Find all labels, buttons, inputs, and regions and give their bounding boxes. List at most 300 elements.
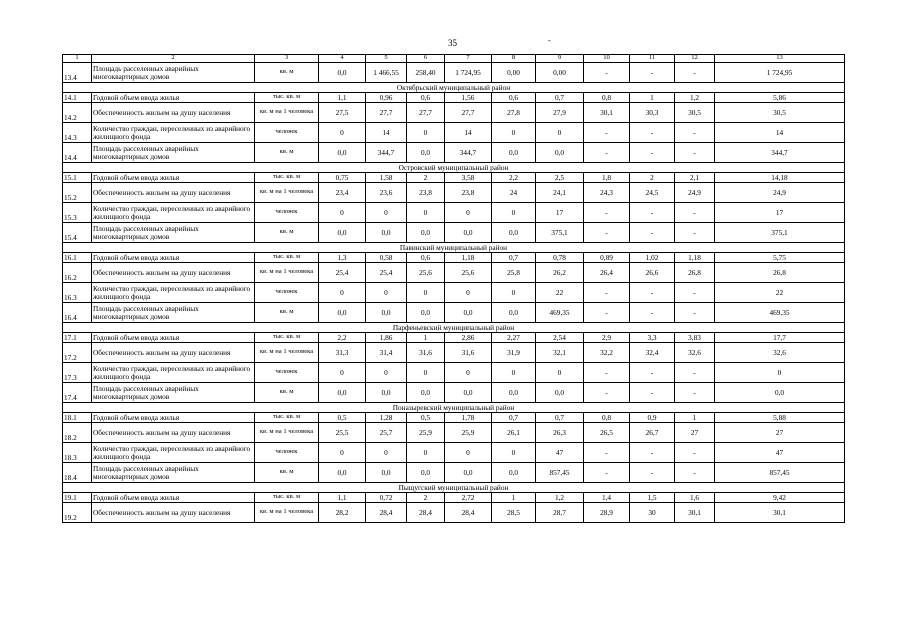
value-col-9-cell: 0,78 [536, 253, 584, 263]
table-row [63, 103, 845, 123]
value-col-10-cell: 0,8 [584, 413, 630, 423]
value-col-8-cell: 0,00 [492, 63, 536, 83]
value-col-6-cell: 0 [407, 283, 445, 303]
value-col-11-cell: - [630, 383, 675, 403]
value-col-11-cell: 30,3 [630, 103, 675, 123]
unit-cell: тыс. кв. м [255, 333, 319, 343]
value-col-6-cell: 2 [407, 173, 445, 183]
value-col-4-cell: 25,4 [319, 263, 366, 283]
value-col-12-cell: - [675, 383, 715, 403]
table-row [63, 93, 845, 103]
value-col-11-cell: 30 [630, 503, 675, 523]
value-col-10-cell: 0,89 [584, 253, 630, 263]
value-col-8-cell: 27,8 [492, 103, 536, 123]
value-col-8-cell: 0,0 [492, 143, 536, 163]
value-col-4-cell: 2,2 [319, 333, 366, 343]
value-col-5-cell: 0,0 [366, 383, 407, 403]
value-col-8-cell: 0 [492, 443, 536, 463]
value-col-6-cell: 0,6 [407, 253, 445, 263]
unit-cell: кв. м [255, 63, 319, 83]
value-col-6-cell: 0 [407, 203, 445, 223]
value-col-10-cell: - [584, 383, 630, 403]
value-col-7-cell: 3,58 [445, 173, 492, 183]
unit-cell: человек [255, 203, 319, 223]
unit-cell: кв. м [255, 303, 319, 323]
indicator-name-cell: Годовой объем ввода жилья [92, 253, 255, 263]
value-col-7-cell: 0,0 [445, 463, 492, 483]
value-col-12-cell: 24,9 [675, 183, 715, 203]
table-row [63, 143, 845, 163]
table-row [63, 253, 845, 263]
row-number-cell: 17.4 [63, 383, 92, 403]
value-col-5-cell: 1,58 [366, 173, 407, 183]
value-col-5-cell: 28,4 [366, 503, 407, 523]
value-col-12-cell: 26,8 [675, 263, 715, 283]
value-col-13-cell: 27 [715, 423, 845, 443]
value-col-6-cell: 28,4 [407, 503, 445, 523]
value-col-10-cell: - [584, 143, 630, 163]
value-col-8-cell: 0 [492, 363, 536, 383]
value-col-13-cell: 24,9 [715, 183, 845, 203]
value-col-11-cell: - [630, 283, 675, 303]
value-col-4-cell: 0 [319, 283, 366, 303]
value-col-11-cell: 26,7 [630, 423, 675, 443]
value-col-8-cell: 2,27 [492, 333, 536, 343]
value-col-12-cell: 3,83 [675, 333, 715, 343]
table-row [63, 203, 845, 223]
unit-cell: тыс. кв. м [255, 413, 319, 423]
unit-cell: тыс. кв. м [255, 493, 319, 503]
value-col-6-cell: 0,0 [407, 303, 445, 323]
value-col-12-cell: - [675, 443, 715, 463]
value-col-11-cell: - [630, 143, 675, 163]
value-col-8-cell: 0,7 [492, 413, 536, 423]
indicator-name-cell: Количество граждан, переселенных из аварийного жилищного фонда [92, 203, 255, 223]
value-col-12-cell: - [675, 283, 715, 303]
value-col-10-cell: 30,1 [584, 103, 630, 123]
value-col-9-cell: 47 [536, 443, 584, 463]
value-col-6-cell: 0,6 [407, 93, 445, 103]
value-col-10-cell: - [584, 63, 630, 83]
table-row [63, 383, 845, 403]
value-col-6-cell: 27,7 [407, 103, 445, 123]
unit-cell: человек [255, 283, 319, 303]
value-col-8-cell: 0 [492, 123, 536, 143]
value-col-13-cell: 5,88 [715, 413, 845, 423]
column-number-cell: 8 [492, 55, 536, 63]
value-col-7-cell: 2,72 [445, 493, 492, 503]
column-number-cell: 1 [63, 55, 92, 63]
value-col-7-cell: 1,18 [445, 253, 492, 263]
value-col-8-cell: 28,5 [492, 503, 536, 523]
value-col-7-cell: 0 [445, 363, 492, 383]
value-col-13-cell: 0,0 [715, 383, 845, 403]
unit-cell: кв. м на 1 человека [255, 183, 319, 203]
indicator-name-cell: Площадь расселенных аварийных многоквартирных домов [92, 143, 255, 163]
value-col-5-cell: 23,6 [366, 183, 407, 203]
unit-cell: кв. м на 1 человека [255, 103, 319, 123]
value-col-6-cell: 0 [407, 363, 445, 383]
value-col-12-cell: - [675, 123, 715, 143]
indicator-name-cell: Годовой объем ввода жилья [92, 493, 255, 503]
value-col-8-cell: 0,0 [492, 383, 536, 403]
table-row [63, 123, 845, 143]
value-col-5-cell: 25,7 [366, 423, 407, 443]
indicator-name-cell: Годовой объем ввода жилья [92, 173, 255, 183]
value-col-9-cell: 0,0 [536, 383, 584, 403]
unit-cell: тыс. кв. м [255, 173, 319, 183]
value-col-6-cell: 0,5 [407, 413, 445, 423]
value-col-11-cell: - [630, 443, 675, 463]
value-col-6-cell: 25,9 [407, 423, 445, 443]
value-col-11-cell: - [630, 203, 675, 223]
table-row [63, 283, 845, 303]
value-col-7-cell: 27,7 [445, 103, 492, 123]
value-col-12-cell: - [675, 463, 715, 483]
value-col-6-cell: 0,0 [407, 383, 445, 403]
value-col-9-cell: 17 [536, 203, 584, 223]
value-col-7-cell: 23,8 [445, 183, 492, 203]
table-row [63, 363, 845, 383]
value-col-5-cell: 25,4 [366, 263, 407, 283]
table-row [63, 63, 845, 83]
row-number-cell: 18.2 [63, 423, 92, 443]
value-col-12-cell: - [675, 303, 715, 323]
value-col-12-cell: 1 [675, 413, 715, 423]
row-number-cell: 16.1 [63, 253, 92, 263]
row-number-cell: 17.3 [63, 363, 92, 383]
value-col-9-cell: 375,1 [536, 223, 584, 243]
row-number-cell: 18.3 [63, 443, 92, 463]
value-col-4-cell: 31,3 [319, 343, 366, 363]
row-number-cell: 16.3 [63, 283, 92, 303]
value-col-5-cell: 14 [366, 123, 407, 143]
table-row [63, 303, 845, 323]
district-title: Островский муниципальный район [63, 163, 845, 173]
value-col-10-cell: - [584, 463, 630, 483]
value-col-4-cell: 0,0 [319, 383, 366, 403]
value-col-8-cell: 0,0 [492, 303, 536, 323]
value-col-12-cell: - [675, 223, 715, 243]
value-col-9-cell: 2,54 [536, 333, 584, 343]
value-col-8-cell: 0,0 [492, 463, 536, 483]
value-col-10-cell: - [584, 443, 630, 463]
row-number-cell: 18.4 [63, 463, 92, 483]
unit-cell: тыс. кв. м [255, 93, 319, 103]
value-col-12-cell: - [675, 363, 715, 383]
value-col-11-cell: 2 [630, 173, 675, 183]
value-col-5-cell: 1,86 [366, 333, 407, 343]
value-col-5-cell: 0,96 [366, 93, 407, 103]
row-number-cell: 13.4 [63, 63, 92, 83]
row-number-cell: 17.2 [63, 343, 92, 363]
unit-cell: кв. м [255, 223, 319, 243]
row-number-cell: 15.1 [63, 173, 92, 183]
value-col-9-cell: 0,0 [536, 143, 584, 163]
value-col-12-cell: - [675, 143, 715, 163]
value-col-6-cell: 23,8 [407, 183, 445, 203]
value-col-9-cell: 26,2 [536, 263, 584, 283]
value-col-10-cell: 1,4 [584, 493, 630, 503]
value-col-5-cell: 1,28 [366, 413, 407, 423]
district-section-row [63, 243, 845, 253]
value-col-9-cell: 0 [536, 123, 584, 143]
row-number-cell: 14.3 [63, 123, 92, 143]
district-title: Поназыревский муниципальный район [63, 403, 845, 413]
value-col-6-cell: 0 [407, 123, 445, 143]
value-col-4-cell: 0 [319, 443, 366, 463]
district-section-row [63, 483, 845, 493]
value-col-10-cell: 2,9 [584, 333, 630, 343]
value-col-9-cell: 2,5 [536, 173, 584, 183]
indicator-name-cell: Количество граждан, переселенных из аварийного жилищного фонда [92, 283, 255, 303]
value-col-10-cell: 26,4 [584, 263, 630, 283]
unit-cell: человек [255, 443, 319, 463]
indicator-name-cell: Площадь расселенных аварийных многоквартирных домов [92, 223, 255, 243]
indicator-name-cell: Площадь расселенных аварийных многоквартирных домов [92, 383, 255, 403]
table-row [63, 343, 845, 363]
value-col-12-cell: 1,18 [675, 253, 715, 263]
value-col-11-cell: 26,6 [630, 263, 675, 283]
value-col-7-cell: 25,9 [445, 423, 492, 443]
value-col-9-cell: 22 [536, 283, 584, 303]
value-col-9-cell: 32,1 [536, 343, 584, 363]
value-col-7-cell: 1,78 [445, 413, 492, 423]
district-title: Пыщугский муниципальный район [63, 483, 845, 493]
column-number-cell: 6 [407, 55, 445, 63]
value-col-7-cell: 1,56 [445, 93, 492, 103]
value-col-6-cell: 0,0 [407, 223, 445, 243]
value-col-10-cell: 0,8 [584, 93, 630, 103]
value-col-13-cell: 32,6 [715, 343, 845, 363]
value-col-10-cell: - [584, 283, 630, 303]
column-number-cell: 4 [319, 55, 366, 63]
table-row [63, 443, 845, 463]
value-col-7-cell: 344,7 [445, 143, 492, 163]
value-col-11-cell: 1,5 [630, 493, 675, 503]
value-col-7-cell: 25,6 [445, 263, 492, 283]
value-col-4-cell: 0,5 [319, 413, 366, 423]
value-col-5-cell: 0,0 [366, 223, 407, 243]
value-col-13-cell: 17 [715, 203, 845, 223]
value-col-7-cell: 0,0 [445, 223, 492, 243]
row-number-cell: 15.4 [63, 223, 92, 243]
value-col-12-cell: - [675, 63, 715, 83]
unit-cell: кв. м на 1 человека [255, 423, 319, 443]
value-col-8-cell: 2,2 [492, 173, 536, 183]
column-number-cell: 2 [92, 55, 255, 63]
district-section-row [63, 163, 845, 173]
value-col-9-cell: 469,35 [536, 303, 584, 323]
indicator-name-cell: Площадь расселенных аварийных многоквартирных домов [92, 463, 255, 483]
value-col-4-cell: 1,1 [319, 493, 366, 503]
value-col-12-cell: 32,6 [675, 343, 715, 363]
value-col-7-cell: 2,86 [445, 333, 492, 343]
value-col-13-cell: 17,7 [715, 333, 845, 343]
value-col-11-cell: - [630, 223, 675, 243]
indicator-name-cell: Количество граждан, переселенных из аварийного жилищного фонда [92, 443, 255, 463]
value-col-13-cell: 5,86 [715, 93, 845, 103]
unit-cell: кв. м [255, 143, 319, 163]
value-col-4-cell: 0,0 [319, 223, 366, 243]
value-col-12-cell: 1,2 [675, 93, 715, 103]
row-number-cell: 16.2 [63, 263, 92, 283]
value-col-13-cell: 30,1 [715, 503, 845, 523]
value-col-10-cell: 24,3 [584, 183, 630, 203]
unit-cell: человек [255, 363, 319, 383]
value-col-4-cell: 1,1 [319, 93, 366, 103]
column-number-cell: 10 [584, 55, 630, 63]
value-col-8-cell: 26,1 [492, 423, 536, 443]
value-col-9-cell: 0 [536, 363, 584, 383]
district-title: Павинский муниципальный район [63, 243, 845, 253]
value-col-13-cell: 344,7 [715, 143, 845, 163]
value-col-7-cell: 0 [445, 203, 492, 223]
value-col-8-cell: 0,7 [492, 253, 536, 263]
value-col-8-cell: 0,6 [492, 93, 536, 103]
value-col-8-cell: 0,0 [492, 223, 536, 243]
indicator-name-cell: Количество граждан, переселенных из аварийного жилищного фонда [92, 363, 255, 383]
column-number-cell: 5 [366, 55, 407, 63]
value-col-6-cell: 258,40 [407, 63, 445, 83]
value-col-4-cell: 0,0 [319, 463, 366, 483]
table-row [63, 263, 845, 283]
value-col-12-cell: 1,6 [675, 493, 715, 503]
row-number-cell: 17.1 [63, 333, 92, 343]
value-col-4-cell: 0 [319, 363, 366, 383]
value-col-11-cell: 24,5 [630, 183, 675, 203]
value-col-5-cell: 0,72 [366, 493, 407, 503]
value-col-7-cell: 0 [445, 283, 492, 303]
value-col-8-cell: 24 [492, 183, 536, 203]
value-col-13-cell: 26,8 [715, 263, 845, 283]
value-col-7-cell: 28,4 [445, 503, 492, 523]
indicator-name-cell: Обеспеченность жильем на душу населения [92, 503, 255, 523]
value-col-13-cell: 14,18 [715, 173, 845, 183]
value-col-9-cell: 28,7 [536, 503, 584, 523]
value-col-9-cell: 857,45 [536, 463, 584, 483]
district-title: Октябрьский муниципальный район [63, 83, 845, 93]
value-col-11-cell: 1,02 [630, 253, 675, 263]
page-mark: - [548, 36, 551, 45]
unit-cell: кв. м [255, 463, 319, 483]
value-col-4-cell: 0,0 [319, 303, 366, 323]
value-col-4-cell: 0,0 [319, 143, 366, 163]
unit-cell: кв. м на 1 человека [255, 503, 319, 523]
value-col-4-cell: 0,75 [319, 173, 366, 183]
value-col-11-cell: 1 [630, 93, 675, 103]
value-col-13-cell: 47 [715, 443, 845, 463]
value-col-10-cell: - [584, 203, 630, 223]
value-col-5-cell: 31,4 [366, 343, 407, 363]
indicator-name-cell: Обеспеченность жильем на душу населения [92, 343, 255, 363]
value-col-6-cell: 0,0 [407, 463, 445, 483]
value-col-13-cell: 469,35 [715, 303, 845, 323]
value-col-5-cell: 344,7 [366, 143, 407, 163]
row-number-cell: 14.2 [63, 103, 92, 123]
indicator-name-cell: Обеспеченность жильем на душу населения [92, 103, 255, 123]
district-section-row [63, 403, 845, 413]
value-col-10-cell: 28,9 [584, 503, 630, 523]
value-col-6-cell: 1 [407, 333, 445, 343]
unit-cell: кв. м на 1 человека [255, 343, 319, 363]
value-col-11-cell: - [630, 463, 675, 483]
housing-indicators-table [62, 54, 845, 523]
indicator-name-cell: Обеспеченность жильем на душу населения [92, 263, 255, 283]
value-col-9-cell: 27,9 [536, 103, 584, 123]
table-row [63, 333, 845, 343]
table-row [63, 463, 845, 483]
value-col-12-cell: 30,5 [675, 103, 715, 123]
table-row [63, 503, 845, 523]
value-col-12-cell: 27 [675, 423, 715, 443]
row-number-cell: 14.4 [63, 143, 92, 163]
unit-cell: человек [255, 123, 319, 143]
table-row [63, 413, 845, 423]
value-col-5-cell: 27,7 [366, 103, 407, 123]
district-section-row [63, 323, 845, 333]
value-col-7-cell: 0 [445, 443, 492, 463]
value-col-13-cell: 9,42 [715, 493, 845, 503]
indicator-name-cell: Годовой объем ввода жилья [92, 333, 255, 343]
row-number-cell: 14.1 [63, 93, 92, 103]
value-col-13-cell: 1 724,95 [715, 63, 845, 83]
unit-cell: тыс. кв. м [255, 253, 319, 263]
value-col-7-cell: 0,0 [445, 303, 492, 323]
value-col-13-cell: 375,1 [715, 223, 845, 243]
value-col-9-cell: 1,2 [536, 493, 584, 503]
value-col-6-cell: 0,0 [407, 143, 445, 163]
column-number-cell: 7 [445, 55, 492, 63]
value-col-11-cell: 32,4 [630, 343, 675, 363]
value-col-6-cell: 2 [407, 493, 445, 503]
unit-cell: кв. м на 1 человека [255, 263, 319, 283]
value-col-12-cell: - [675, 203, 715, 223]
value-col-10-cell: - [584, 123, 630, 143]
indicator-name-cell: Площадь расселенных аварийных многоквартирных домов [92, 303, 255, 323]
value-col-10-cell: 1,8 [584, 173, 630, 183]
value-col-13-cell: 0 [715, 363, 845, 383]
indicator-name-cell: Количество граждан, переселенных из аварийного жилищного фонда [92, 123, 255, 143]
unit-cell: кв. м [255, 383, 319, 403]
value-col-10-cell: - [584, 363, 630, 383]
row-number-cell: 19.1 [63, 493, 92, 503]
value-col-5-cell: 0 [366, 443, 407, 463]
value-col-5-cell: 0,58 [366, 253, 407, 263]
table-row [63, 183, 845, 203]
value-col-7-cell: 1 724,95 [445, 63, 492, 83]
value-col-7-cell: 0,0 [445, 383, 492, 403]
value-col-9-cell: 0,7 [536, 93, 584, 103]
value-col-4-cell: 0 [319, 203, 366, 223]
value-col-9-cell: 26,3 [536, 423, 584, 443]
value-col-13-cell: 5,75 [715, 253, 845, 263]
indicator-name-cell: Годовой объем ввода жилья [92, 93, 255, 103]
column-number-cell: 13 [715, 55, 845, 63]
district-title: Парфеньевский муниципальный район [63, 323, 845, 333]
value-col-7-cell: 31,6 [445, 343, 492, 363]
value-col-5-cell: 0,0 [366, 303, 407, 323]
column-number-cell: 12 [675, 55, 715, 63]
value-col-11-cell: - [630, 123, 675, 143]
row-number-cell: 16.4 [63, 303, 92, 323]
row-number-cell: 19.2 [63, 503, 92, 523]
value-col-4-cell: 1,3 [319, 253, 366, 263]
value-col-5-cell: 1 466,55 [366, 63, 407, 83]
value-col-6-cell: 31,6 [407, 343, 445, 363]
table-row [63, 223, 845, 243]
value-col-10-cell: - [584, 223, 630, 243]
